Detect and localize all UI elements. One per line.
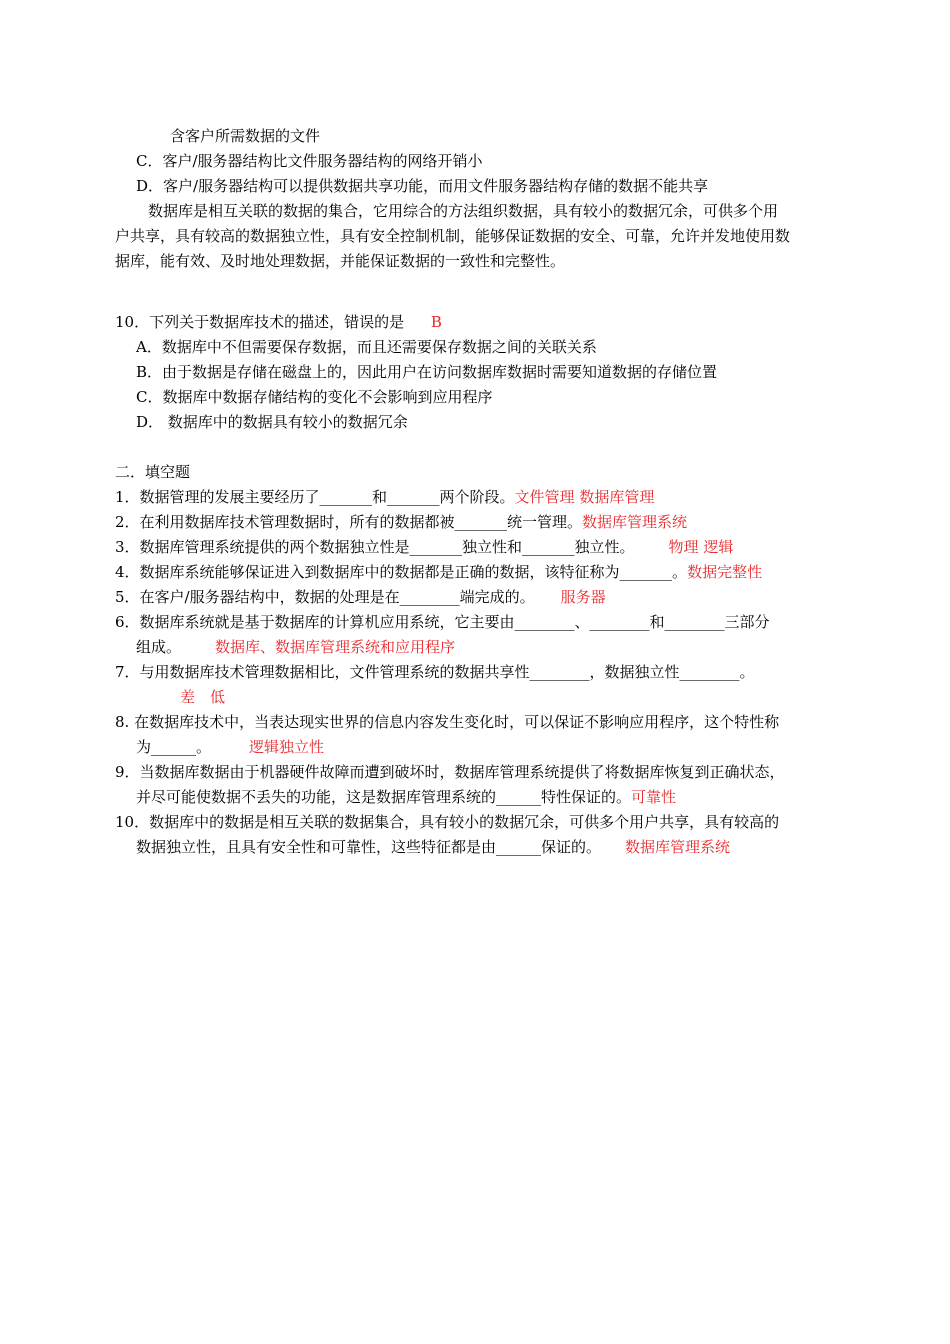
fill-item-answer: 逻辑独立性	[249, 738, 325, 756]
fill-item-9: 9．当数据库数据由于机器硬件故障而遭到破坏时，数据库管理系统提供了将数据库恢复到正确状态，	[115, 763, 785, 781]
fill-item-answer: 文件管理 数据库管理	[514, 488, 655, 506]
fill-item-answer: 数据完整性	[687, 563, 763, 581]
question-10-option-b: B．由于数据是存储在磁盘上的，因此用户在访问数据库数据时需要知道数据的存储位置	[136, 363, 718, 381]
fill-item-4	[115, 560, 762, 585]
fill-item-5	[115, 585, 606, 610]
fill-item-text: 2．在利用数据库技术管理数据时，所有的数据都被_______统一管理。	[115, 513, 583, 531]
fill-item-10-continuation	[136, 835, 730, 860]
explanation-line-2: 户共享，具有较高的数据独立性，具有安全控制机制，能够保证数据的安全、可靠，允许并发地使用数	[115, 227, 791, 245]
question-10-option-c: C．数据库中数据存储结构的变化不会影响到应用程序	[136, 388, 493, 406]
fill-item-6-continuation	[136, 635, 455, 660]
section-heading: 二．填空题	[115, 463, 191, 481]
fill-item-1	[115, 485, 654, 510]
fill-item-text: 4．数据库系统能够保证进入到数据库中的数据都是正确的数据，该特征称为_______。	[115, 563, 688, 581]
question-10-answer: B	[430, 313, 442, 331]
prev-option-c: C．客户/服务器结构比文件服务器结构的网络开销小	[136, 152, 483, 170]
prev-question-continuation: 含客户所需数据的文件	[170, 127, 321, 145]
explanation-line-3: 据库，能有效、及时地处理数据，并能保证数据的一致性和完整性。	[115, 252, 566, 270]
fill-item-answer: 可靠性	[631, 788, 677, 806]
question-10-stem	[115, 310, 442, 335]
question-10-option-d: D． 数据库中的数据具有较小的数据冗余	[136, 413, 408, 431]
fill-item-2	[115, 510, 687, 535]
fill-item-8-continuation	[136, 735, 324, 760]
fill-item-3	[115, 535, 733, 560]
fill-item-text: 并尽可能使数据不丢失的功能，这是数据库管理系统的______特性保证的。	[136, 788, 632, 806]
fill-item-text: 5．在客户/服务器结构中，数据的处理是在________端完成的。	[115, 588, 535, 606]
question-10-option-a: A．数据库中不但需要保存数据，而且还需要保存数据之间的关联关系	[136, 338, 597, 356]
explanation-line-1: 数据库是相互关联的数据的集合，它用综合的方法组织数据，具有较小的数据冗余，可供多个用	[148, 202, 779, 220]
fill-item-9-continuation	[136, 785, 676, 810]
fill-item-8: 8. 在数据库技术中，当表达现实世界的信息内容发生变化时，可以保证不影响应用程序，这个特性称	[115, 713, 780, 731]
fill-item-6: 6．数据库系统就是基于数据库的计算机应用系统，它主要由________、________和________三部分	[115, 613, 770, 631]
question-10-text: 10．下列关于数据库技术的描述，错误的是	[115, 313, 405, 331]
fill-item-answer: 服务器	[560, 588, 606, 606]
prev-option-d: D．客户/服务器结构可以提供数据共享功能，而用文件服务器结构存储的数据不能共享	[136, 177, 709, 195]
fill-item-text: 1．数据管理的发展主要经历了_______和_______两个阶段。	[115, 488, 515, 506]
fill-item-text: 3．数据库管理系统提供的两个数据独立性是_______独立性和_______独立性。	[115, 538, 635, 556]
fill-item-text: 组成。	[136, 638, 182, 656]
fill-item-text: 数据独立性，且具有安全性和可靠性，这些特征都是由______保证的。	[136, 838, 602, 856]
fill-item-text: 为______。	[136, 738, 212, 756]
fill-item-answer: 数据库、数据库管理系统和应用程序	[215, 638, 456, 656]
fill-item-10: 10．数据库中的数据是相互关联的数据集合，具有较小的数据冗余，可供多个用户共享，具有较高的	[115, 813, 780, 831]
fill-item-7: 7．与用数据库技术管理数据相比，文件管理系统的数据共享性________，数据独立性________。	[115, 663, 755, 681]
fill-item-answer: 数据库管理系统	[582, 513, 688, 531]
fill-item-answer: 物理 逻辑	[668, 538, 734, 556]
fill-item-7-answer: 差 低	[180, 688, 226, 706]
fill-item-answer: 数据库管理系统	[625, 838, 731, 856]
